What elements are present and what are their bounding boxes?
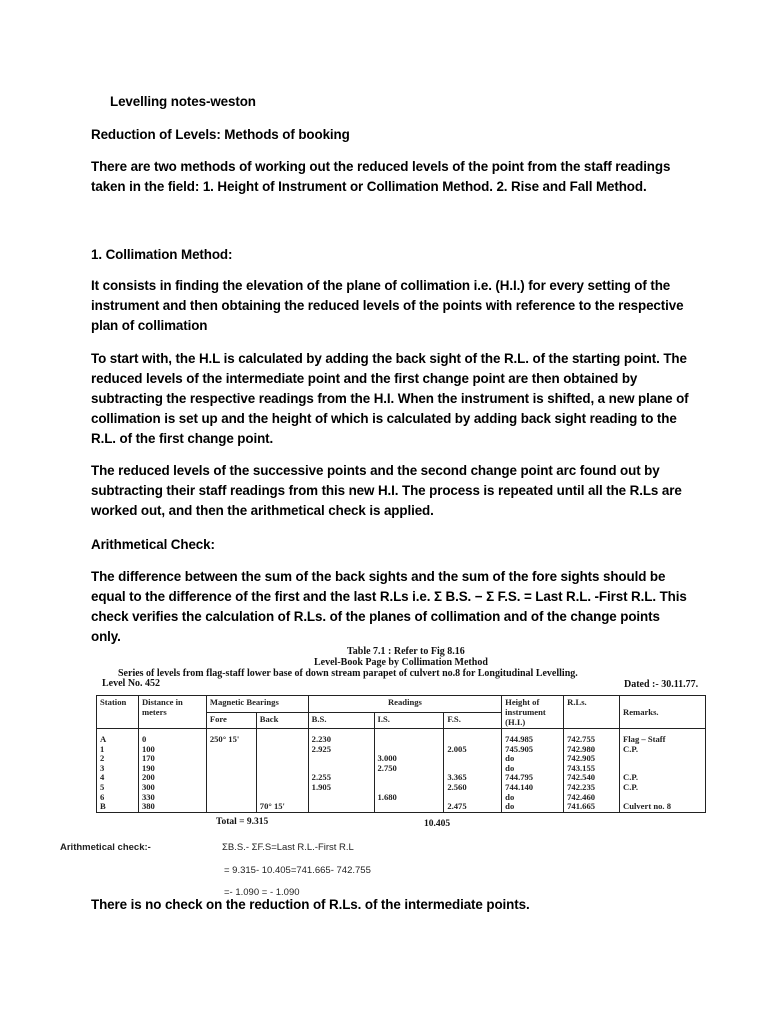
cell-hi: do bbox=[502, 754, 564, 764]
cell-distance: 330 bbox=[138, 793, 206, 803]
cell-is bbox=[374, 802, 444, 812]
distance-header: Distance in meters bbox=[138, 696, 206, 729]
cell-hi: 744.795 bbox=[502, 773, 564, 783]
cell-fore: 250° 15' bbox=[206, 729, 256, 745]
cell-rl: 742.980 bbox=[564, 745, 620, 755]
collimation-heading: 1. Collimation Method: bbox=[91, 247, 233, 262]
cell-fore bbox=[206, 783, 256, 793]
document-title: Levelling notes-weston bbox=[110, 94, 256, 109]
cell-distance: 300 bbox=[138, 783, 206, 793]
cell-is bbox=[374, 729, 444, 745]
cell-station: 2 bbox=[97, 754, 139, 764]
cell-station: 5 bbox=[97, 783, 139, 793]
cell-back bbox=[256, 745, 308, 755]
cell-rl: 742.235 bbox=[564, 783, 620, 793]
cell-bs: 2.925 bbox=[308, 745, 374, 755]
cell-remarks bbox=[620, 754, 706, 764]
cell-back bbox=[256, 773, 308, 783]
cell-distance: 380 bbox=[138, 802, 206, 812]
arithmetical-check-label: Arithmetical check:- bbox=[60, 842, 151, 853]
table-row bbox=[97, 793, 706, 803]
back-header: Back bbox=[256, 712, 308, 729]
procedure-paragraph: To start with, the H.L is calculated by adding the back sight of the R.L. of the starting point. The reduced levels of the intermediate point and the first change point are then obtained by subtracting the respective readings from the H.I. When the instrument is shifted, a new plane of collimation is set up and the height of which is calculated by adding back sight reading to the R.L. of the first change point. bbox=[91, 351, 689, 446]
arithmetical-check-heading: Arithmetical Check: bbox=[91, 537, 215, 552]
cell-fs: 3.365 bbox=[444, 773, 502, 783]
cell-rl: 741.665 bbox=[564, 802, 620, 812]
cell-bs: 1.905 bbox=[308, 783, 374, 793]
cell-back bbox=[256, 729, 308, 745]
readings-header: Readings bbox=[308, 696, 502, 713]
cell-station: 3 bbox=[97, 764, 139, 774]
cell-station: A bbox=[97, 729, 139, 745]
table-caption: Table 7.1 : Refer to Fig 8.16 bbox=[347, 646, 465, 657]
bearings-header: Magnetic Bearings bbox=[206, 696, 308, 713]
cell-remarks: C.P. bbox=[620, 745, 706, 755]
cell-hi: do bbox=[502, 802, 564, 812]
cell-hi: do bbox=[502, 793, 564, 803]
cell-hi: 744.140 bbox=[502, 783, 564, 793]
cell-back bbox=[256, 764, 308, 774]
cell-fs bbox=[444, 729, 502, 745]
table-description: Series of levels from flag-staff lower base of down stream parapet of culvert no.8 for Longitudinal Levelling. bbox=[118, 668, 578, 679]
cell-bs bbox=[308, 793, 374, 803]
cell-station: B bbox=[97, 802, 139, 812]
cell-rl: 742.755 bbox=[564, 729, 620, 745]
level-book-table bbox=[96, 695, 706, 813]
total-back-sights: Total = 9.315 bbox=[216, 817, 269, 827]
level-book-rows bbox=[97, 729, 706, 813]
cell-distance: 0 bbox=[138, 729, 206, 745]
cell-distance: 190 bbox=[138, 764, 206, 774]
cell-hi: do bbox=[502, 764, 564, 774]
cell-station: 6 bbox=[97, 793, 139, 803]
cell-remarks: C.P. bbox=[620, 783, 706, 793]
cell-fore bbox=[206, 802, 256, 812]
cell-rl: 742.540 bbox=[564, 773, 620, 783]
intro-paragraph: There are two methods of working out the reduced levels of the point from the staff readings taken in the field: 1. Height of Instrument or Collimation Method. 2. Rise and Fall Method. bbox=[91, 159, 671, 194]
collimation-paragraph: It consists in finding the elevation of the plane of collimation i.e. (H.I.) for every setting of the instrument and then obtaining the reduced levels of the points with reference to the respective plan of collimation bbox=[91, 278, 684, 333]
cell-fs: 2.560 bbox=[444, 783, 502, 793]
cell-hi: 744.985 bbox=[502, 729, 564, 745]
cell-distance: 100 bbox=[138, 745, 206, 755]
level-book-table-image bbox=[60, 646, 706, 898]
total-fore-sights: 10.405 bbox=[424, 819, 451, 829]
rl-header: R.Ls. bbox=[564, 696, 620, 729]
section-heading: Reduction of Levels: Methods of booking bbox=[91, 127, 350, 142]
cell-station: 1 bbox=[97, 745, 139, 755]
cell-is: 3.000 bbox=[374, 754, 444, 764]
table-row bbox=[97, 729, 706, 745]
cell-is bbox=[374, 773, 444, 783]
cell-fore bbox=[206, 773, 256, 783]
cell-is: 1.680 bbox=[374, 793, 444, 803]
table-subcaption: Level-Book Page by Collimation Method bbox=[314, 657, 488, 668]
cell-rl: 743.155 bbox=[564, 764, 620, 774]
table-date: Dated :- 30.11.77. bbox=[624, 679, 699, 690]
cell-remarks: Culvert no. 8 bbox=[620, 802, 706, 812]
cell-station: 4 bbox=[97, 773, 139, 783]
cell-rl: 742.905 bbox=[564, 754, 620, 764]
table-row bbox=[97, 783, 706, 793]
cell-distance: 200 bbox=[138, 773, 206, 783]
check-substitution: = 9.315- 10.405=741.665- 742.755 bbox=[224, 865, 371, 876]
cell-back bbox=[256, 783, 308, 793]
cell-rl: 742.460 bbox=[564, 793, 620, 803]
cell-back bbox=[256, 754, 308, 764]
check-formula: ΣB.S.- ΣF.S=Last R.L.-First R.L bbox=[222, 842, 354, 853]
cell-bs: 2.230 bbox=[308, 729, 374, 745]
cell-distance: 170 bbox=[138, 754, 206, 764]
closing-note: There is no check on the reduction of R.Ls. of the intermediate points. bbox=[91, 897, 530, 912]
fs-header: F.S. bbox=[444, 712, 502, 729]
level-number: Level No. 452 bbox=[102, 678, 161, 689]
bs-header: B.S. bbox=[308, 712, 374, 729]
table-row bbox=[97, 773, 706, 783]
cell-is: 2.750 bbox=[374, 764, 444, 774]
cell-bs bbox=[308, 802, 374, 812]
successive-points-paragraph: The reduced levels of the successive points and the second change point arc found out by subtracting their staff readings from this new H.I. The process is repeated until all the R.Ls are worked out, and then the arithmetical check is applied. bbox=[91, 463, 682, 518]
cell-remarks: C.P. bbox=[620, 773, 706, 783]
cell-fore bbox=[206, 745, 256, 755]
remarks-header: Remarks. bbox=[620, 696, 706, 729]
table-row bbox=[97, 754, 706, 764]
station-header: Station bbox=[97, 696, 139, 729]
table-row bbox=[97, 764, 706, 774]
cell-hi: 745.905 bbox=[502, 745, 564, 755]
cell-fore bbox=[206, 793, 256, 803]
cell-fs: 2.475 bbox=[444, 802, 502, 812]
cell-fore bbox=[206, 764, 256, 774]
is-header: I.S. bbox=[374, 712, 444, 729]
cell-fs: 2.005 bbox=[444, 745, 502, 755]
cell-bs: 2.255 bbox=[308, 773, 374, 783]
cell-bs bbox=[308, 754, 374, 764]
table-row bbox=[97, 745, 706, 755]
check-result: =- 1.090 = - 1.090 bbox=[224, 887, 300, 898]
table-row bbox=[97, 802, 706, 812]
arithmetical-check-paragraph: The difference between the sum of the back sights and the sum of the fore sights should be equal to the difference of the first and the last R.Ls i.e. Σ B.S. − Σ F.S. = Last R.L. -First R.L. This check verifies the calculation of R.Ls. of the planes of collimation and of the change points only. bbox=[91, 569, 687, 644]
hi-header: Height of instrument (H.I.) bbox=[502, 696, 564, 729]
cell-remarks: Flag – Staff bbox=[620, 729, 706, 745]
cell-back: 70° 15' bbox=[256, 802, 308, 812]
cell-fore bbox=[206, 754, 256, 764]
fore-header: Fore bbox=[206, 712, 256, 729]
cell-fs bbox=[444, 754, 502, 764]
